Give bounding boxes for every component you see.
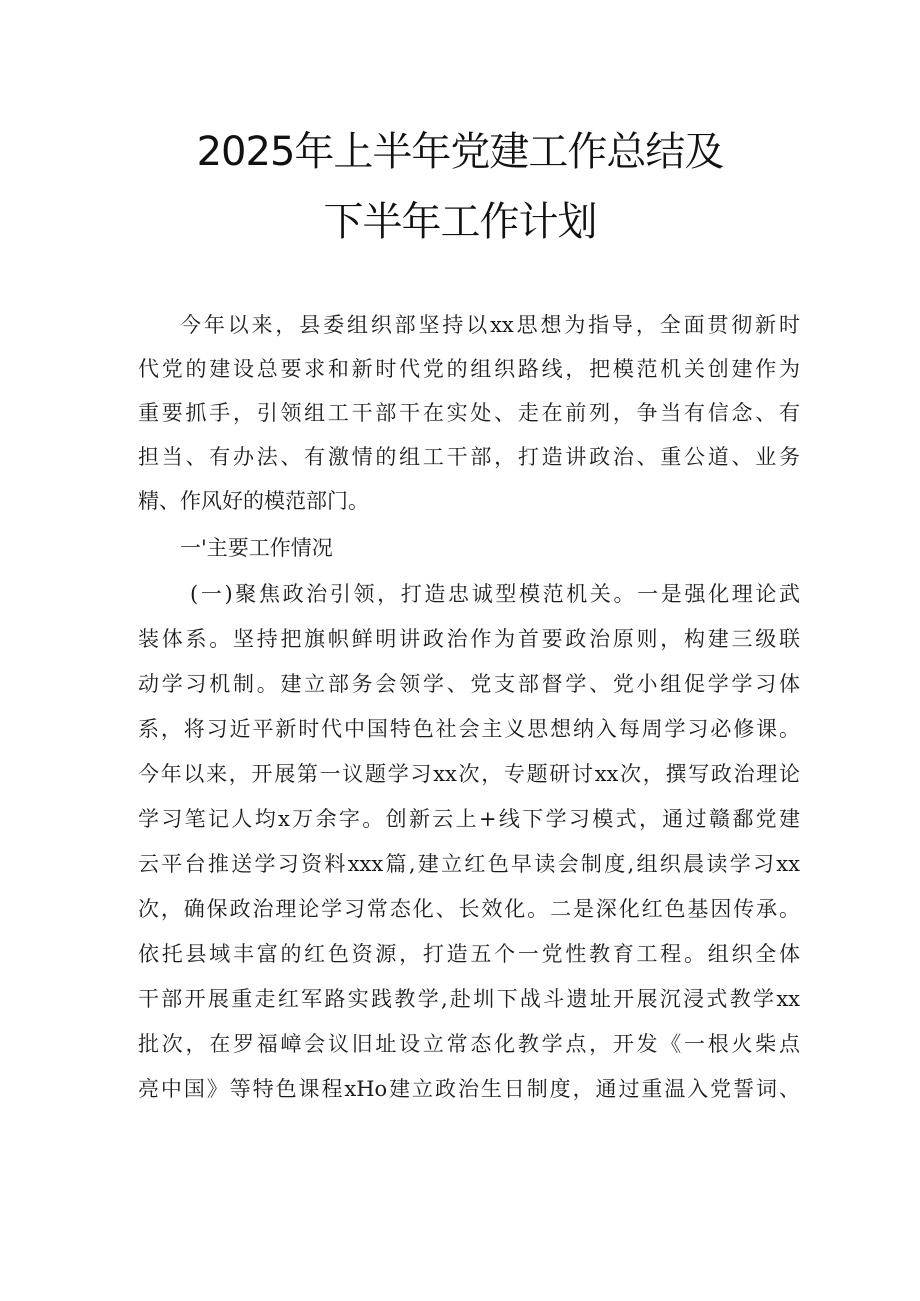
paragraph-line: 重要抓手，引领组工干部干在实处、走在前列，争当有信念、有: [138, 401, 800, 425]
paragraph-line: 干部开展重走红军路实践教学,赴圳下战斗遗址开展沉浸式教学xx: [138, 987, 800, 1011]
paragraph-line: (一)聚焦政治引领，打造忠诚型模范机关。一是强化理论武: [190, 582, 800, 606]
paragraph-line: 批次，在罗福嶂会议旧址设立常态化教学点，开发《一根火柴点: [138, 1032, 800, 1056]
paragraph-line: 云平台推送学习资料xxx篇,建立红色早读会制度,组织晨读学习xx: [138, 852, 800, 876]
paragraph-line: 依托县域丰富的红色资源，打造五个一党性教育工程。组织全体: [138, 942, 800, 966]
paragraph-line: 担当、有办法、有激情的组工干部，打造讲政治、重公道、业务: [138, 445, 800, 469]
paragraph-line: 学习笔记人均x万余字。创新云上+线下学习模式，通过赣鄱党建: [138, 807, 800, 831]
paragraph-line: 动学习机制。建立部务会领学、党支部督学、党小组促学学习体: [138, 672, 800, 696]
paragraph-line: 今年以来，县委组织部坚持以xx思想为指导，全面贯彻新时: [180, 313, 800, 337]
paragraph-line: 装体系。坚持把旗帜鲜明讲政治作为首要政治原则，构建三级联: [138, 627, 800, 651]
section-heading: 一'主要工作情况: [180, 536, 333, 560]
document-title-line-2: 下半年工作计划: [323, 199, 597, 245]
paragraph-line: 代党的建设总要求和新时代党的组织路线，把模范机关创建作为: [138, 357, 800, 381]
paragraph-line: 今年以来，开展第一议题学习xx次，专题研讨xx次，撰写政治理论: [138, 762, 800, 786]
document-title-line-1: 2025年上半年党建工作总结及: [196, 129, 724, 175]
paragraph-line: 系，将习近平新时代中国特色社会主义思想纳入每周学习必修课。: [138, 717, 800, 741]
paragraph-line: 次，确保政治理论学习常态化、长效化。二是深化红色基因传承。: [138, 897, 800, 921]
paragraph-line: 亮中国》等特色课程xHo建立政治生日制度，通过重温入党誓词、: [138, 1077, 800, 1101]
paragraph-line: 精、作风好的模范部门。: [138, 489, 369, 513]
